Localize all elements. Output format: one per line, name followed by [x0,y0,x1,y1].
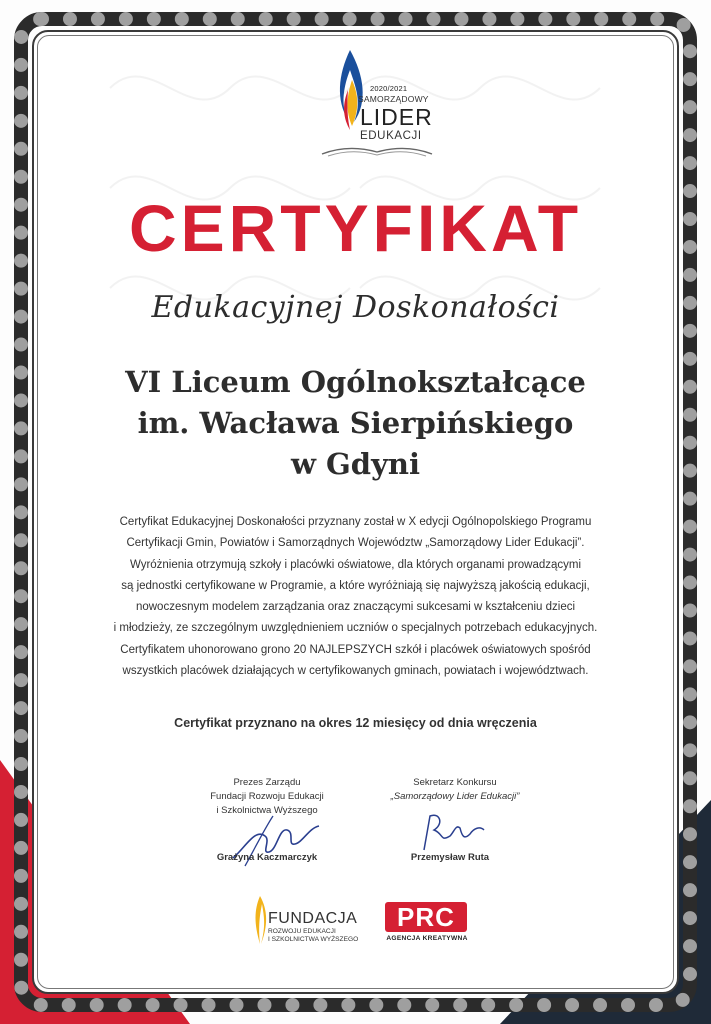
validity-statement: Certyfikat przyznano na okres 12 miesięcy od dnia wręczenia [174,716,537,730]
right-handwritten-signature [410,806,490,856]
school-name-line-1: VI Liceum Ogólnokształcące [125,365,586,399]
fundacja-title: FUNDACJA [268,910,358,927]
fundacja-logo [250,892,370,952]
description-line: wszystkich placówek działających w certyfikowanych gminach, powiatach i województwach. [122,665,589,678]
left-role-line-3: i Szkolnictwa Wyższego [216,805,318,816]
samorzadowy-lider-edukacji-logo [318,50,436,160]
fundacja-subtitle-line-1: ROZWOJU EDUKACJI [268,928,336,935]
description-line: i młodzieży, ze szczególnym uwzględnieniem uczniów o specjalnych potrzebach edukacyjnych. [113,622,598,635]
prc-logo-subtitle: AGENCJA KREATYWNA [386,935,468,942]
description-line: Wyróżnienia otrzymują szkoły i placówki oświatowe, dla których organami prowadzącymi [129,558,582,571]
fundacja-subtitle [268,928,358,944]
certificate-description [62,512,649,682]
certificate-subtitle: Edukacyjnej Doskonałości [151,290,560,325]
logo-year: 2020/2021 [370,84,408,93]
school-name-line-3: w Gdyni [290,447,421,481]
right-role-line-2: „Samorządowy Lider Edukacji” [390,791,520,802]
right-signatory-role [360,776,550,804]
school-name [0,362,711,485]
right-signatory-name: Przemysław Ruta [410,852,490,863]
logo-samorzadowy: SAMORZĄDOWY [358,94,429,104]
open-book-icon [318,142,436,158]
description-line: Certyfikatem uhonorowano grono 20 NAJLEPSZYCH szkół i placówek oświatowych spośród [120,643,591,656]
certificate-title: CERTYFIKAT [128,191,583,265]
description-line: są jednostki certyfikowane w Programie, a które wyróżniają się najwyższą jakością edukacji, [121,579,590,592]
description-line: nowoczesnym modelem zarządzania oraz znaczącymi sukcesami w kształceniu dzieci [135,601,576,614]
left-role-line-2: Fundacji Rozwoju Edukacji [210,791,324,802]
prc-logo-mark: PRC [385,902,467,932]
logo-lider: LIDER [360,104,433,130]
left-role-line-1: Prezes Zarządu [233,777,301,788]
fundacja-subtitle-line-2: I SZKOLNICTWA WYŻSZEGO [268,936,359,943]
prc-logo [383,902,473,948]
left-signatory-name: Grażyna Kaczmarczyk [216,852,318,863]
right-role-line-1: Sekretarz Konkursu [413,777,497,788]
description-line: Certyfikacji Gmin, Powiatów i Samorządnych Województw „Samorządowy Lider Edukacji”. [126,537,585,550]
school-name-line-2: im. Wacława Sierpińskiego [137,406,574,440]
fundacja-flame-icon [252,896,268,946]
logo-edukacji: EDUKACJI [360,130,422,142]
description-line: Certyfikat Edukacyjnej Doskonałości przyznany został w X edycji Ogólnopolskiego Programu [119,516,592,528]
